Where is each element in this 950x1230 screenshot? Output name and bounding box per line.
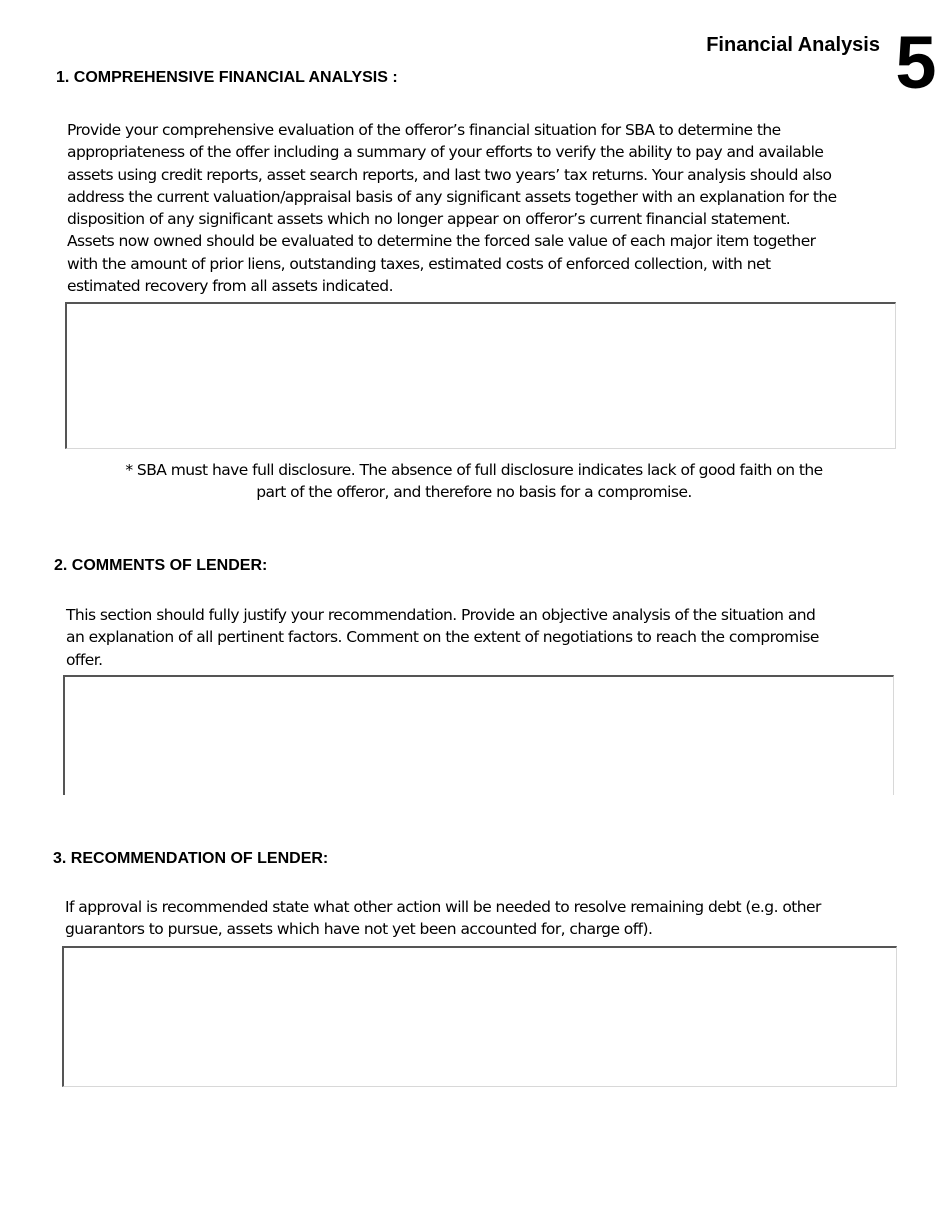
section-1-instructions — [67, 119, 837, 297]
page-number: 5 — [895, 21, 937, 104]
lender-comments-field[interactable] — [63, 675, 894, 795]
disclosure-note-line: * SBA must have full disclosure. The absence of full disclosure indicates lack of good faith on the — [125, 461, 823, 479]
section-2-line: an explanation of all pertinent factors. Comment on the extent of negotiations to reach the compromise — [66, 628, 819, 647]
section-2-line: offer. — [66, 650, 103, 669]
disclosure-note-line: part of the offeror, and therefore no basis for a compromise. — [256, 483, 692, 502]
section-2-instructions — [66, 604, 819, 671]
lender-recommendation-field[interactable] — [62, 946, 897, 1087]
section-1-line: appropriateness of the offer including a summary of your efforts to verify the ability to pay and available — [67, 143, 824, 162]
section-1-heading: 1. COMPREHENSIVE FINANCIAL ANALYSIS : — [56, 69, 398, 86]
section-1-line: estimated recovery from all assets indicated. — [67, 277, 393, 296]
section-2-line: This section should fully justify your recommendation. Provide an objective analysis of the situation and — [66, 606, 816, 624]
section-1-line: address the current valuation/appraisal basis of any significant assets together with an explanation for the — [67, 187, 837, 206]
section-1-line: with the amount of prior liens, outstanding taxes, estimated costs of enforced collection, with net — [67, 254, 771, 273]
disclosure-note — [66, 459, 882, 504]
section-3-line: If approval is recommended state what other action will be needed to resolve remaining debt (e.g. other — [65, 898, 821, 916]
section-3-heading: 3. RECOMMENDATION OF LENDER: — [53, 850, 329, 867]
financial-analysis-field[interactable] — [65, 302, 896, 449]
section-1-line: disposition of any significant assets which no longer appear on offeror’s current financial statement. — [67, 210, 791, 229]
section-1-line: Provide your comprehensive evaluation of the offeror’s financial situation for SBA to determine the — [67, 121, 781, 139]
section-1-line: Assets now owned should be evaluated to determine the forced sale value of each major item together — [67, 232, 816, 251]
section-3-instructions — [65, 896, 821, 941]
page-title: Financial Analysis — [706, 34, 880, 56]
section-1-line: assets using credit reports, asset search reports, and last two years’ tax returns. Your analysis should also — [67, 165, 832, 184]
section-2-heading: 2. COMMENTS OF LENDER: — [54, 557, 268, 574]
section-3-line: guarantors to pursue, assets which have not yet been accounted for, charge off). — [65, 920, 653, 939]
